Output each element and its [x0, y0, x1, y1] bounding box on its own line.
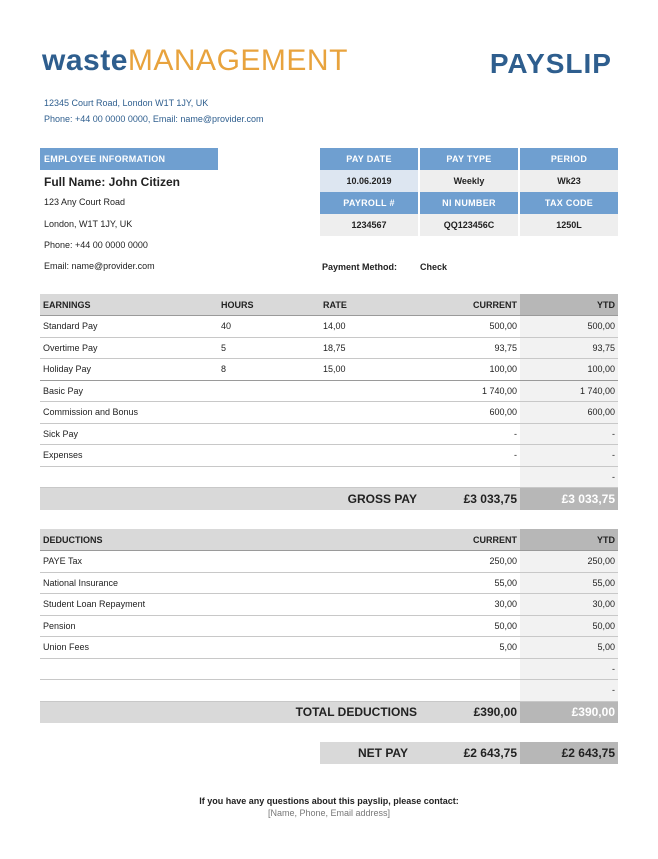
earning-rate: 14,00: [320, 316, 420, 338]
gross-pay-current: £3 033,75: [420, 488, 520, 510]
earnings-table: [40, 294, 618, 510]
gross-pay-spacer: [40, 488, 218, 510]
footer-contact-details: [Name, Phone, Email address]: [267, 808, 391, 818]
table-row: [40, 466, 618, 488]
earnings-header-row: [40, 294, 618, 316]
total-deductions-row: [40, 701, 618, 723]
deduction-name: [40, 680, 420, 702]
earnings-col-name: EARNINGS: [40, 294, 218, 316]
table-row: [40, 337, 618, 359]
earning-ytd: 100,00: [520, 359, 618, 381]
deduction-ytd: -: [520, 680, 618, 702]
earning-hours: [218, 423, 320, 445]
table-row: [40, 572, 618, 594]
earning-current: [420, 466, 520, 488]
total-deductions-label: TOTAL DEDUCTIONS: [40, 701, 420, 723]
gross-pay-spacer: [218, 488, 320, 510]
deduction-ytd: 5,00: [520, 637, 618, 659]
table-row: [40, 637, 618, 659]
employee-address-2: London, W1T 1JY, UK: [44, 219, 133, 229]
earning-rate: 15,00: [320, 359, 420, 381]
earning-current: -: [420, 423, 520, 445]
earning-hours: 40: [218, 316, 320, 338]
payment-method-label: Payment Method:: [322, 262, 398, 272]
earning-name: Overtime Pay: [40, 337, 218, 359]
table-row: [40, 316, 618, 338]
deduction-name: Pension: [40, 615, 420, 637]
table-row: [40, 423, 618, 445]
earning-name: Standard Pay: [40, 316, 218, 338]
pay-date-value: 10.06.2019: [320, 170, 418, 192]
table-row: [40, 402, 618, 424]
table-row: [40, 445, 618, 467]
deduction-current: 5,00: [420, 637, 520, 659]
deduction-name: Union Fees: [40, 637, 420, 659]
table-row: [40, 658, 618, 680]
earning-ytd: 93,75: [520, 337, 618, 359]
table-row: [40, 680, 618, 702]
earning-name: Sick Pay: [40, 423, 218, 445]
deduction-ytd: 50,00: [520, 615, 618, 637]
earning-name: Holiday Pay: [40, 359, 218, 381]
earning-ytd: -: [520, 423, 618, 445]
table-row: [40, 594, 618, 616]
gross-pay-row: [40, 488, 618, 510]
pay-type-value: Weekly: [420, 170, 518, 192]
employee-info-header: EMPLOYEE INFORMATION: [40, 148, 218, 170]
employee-phone: Phone: +44 00 0000 0000: [44, 240, 148, 250]
total-deductions-ytd: £390,00: [520, 701, 618, 723]
deduction-current: 250,00: [420, 551, 520, 573]
earning-hours: 8: [218, 359, 320, 381]
period-value: Wk23: [520, 170, 618, 192]
table-row: [40, 380, 618, 402]
deduction-current: 55,00: [420, 572, 520, 594]
table-row: [40, 615, 618, 637]
deduction-name: National Insurance: [40, 572, 420, 594]
deductions-table: [40, 529, 618, 723]
earning-current: 93,75: [420, 337, 520, 359]
net-pay-current: £2 643,75: [420, 742, 520, 764]
deduction-current: [420, 680, 520, 702]
earning-current: 600,00: [420, 402, 520, 424]
earning-current: 1 740,00: [420, 380, 520, 402]
net-pay-label: NET PAY: [320, 742, 420, 764]
net-pay-row: [320, 742, 618, 764]
deductions-col-name: DEDUCTIONS: [40, 529, 420, 551]
tax-code-label: TAX CODE: [520, 192, 618, 214]
company-logo: [42, 44, 348, 78]
total-deductions-current: £390,00: [420, 701, 520, 723]
footer-contact-note: If you have any questions about this payslip, please contact:: [199, 796, 459, 806]
company-contact: Phone: +44 00 0000 0000, Email: name@provider.com: [44, 114, 264, 124]
earnings-col-current: CURRENT: [420, 294, 520, 316]
earning-name: Commission and Bonus: [40, 402, 218, 424]
earning-ytd: 600,00: [520, 402, 618, 424]
earning-hours: [218, 466, 320, 488]
payment-method-value: Check: [420, 262, 448, 272]
table-row: [40, 359, 618, 381]
logo-text-waste: waste: [42, 44, 128, 77]
earning-name: Expenses: [40, 445, 218, 467]
payroll-value: 1234567: [320, 214, 418, 236]
deductions-col-current: CURRENT: [420, 529, 520, 551]
earning-rate: [320, 445, 420, 467]
earnings-col-rate: RATE: [320, 294, 420, 316]
earning-current: 500,00: [420, 316, 520, 338]
employee-email: Email: name@provider.com: [44, 261, 155, 271]
earning-rate: [320, 380, 420, 402]
deduction-ytd: -: [520, 658, 618, 680]
company-address: 12345 Court Road, London W1T 1JY, UK: [44, 98, 209, 108]
earning-hours: [218, 402, 320, 424]
employee-address-1: 123 Any Court Road: [44, 197, 126, 207]
tax-code-value: 1250L: [520, 214, 618, 236]
earning-ytd: 500,00: [520, 316, 618, 338]
gross-pay-ytd: £3 033,75: [520, 488, 618, 510]
deductions-col-ytd: YTD: [520, 529, 618, 551]
earning-hours: [218, 445, 320, 467]
earning-rate: [320, 423, 420, 445]
earning-rate: [320, 466, 420, 488]
earning-current: -: [420, 445, 520, 467]
deduction-current: [420, 658, 520, 680]
deduction-ytd: 250,00: [520, 551, 618, 573]
deduction-ytd: 55,00: [520, 572, 618, 594]
ni-number-value: QQ123456C: [420, 214, 518, 236]
payroll-label: PAYROLL #: [320, 192, 418, 214]
earning-name: Basic Pay: [40, 380, 218, 402]
pay-info-grid: [320, 148, 618, 236]
deduction-ytd: 30,00: [520, 594, 618, 616]
deduction-name: Student Loan Repayment: [40, 594, 420, 616]
earnings-col-hours: HOURS: [218, 294, 320, 316]
period-label: PERIOD: [520, 148, 618, 170]
deduction-name: PAYE Tax: [40, 551, 420, 573]
pay-date-label: PAY DATE: [320, 148, 418, 170]
earnings-col-ytd: YTD: [520, 294, 618, 316]
gross-pay-label: GROSS PAY: [320, 488, 420, 510]
deduction-current: 50,00: [420, 615, 520, 637]
table-row: [40, 551, 618, 573]
employee-name: Full Name: John Citizen: [44, 175, 181, 189]
earning-ytd: 1 740,00: [520, 380, 618, 402]
earning-rate: [320, 402, 420, 424]
earning-rate: 18,75: [320, 337, 420, 359]
earning-current: 100,00: [420, 359, 520, 381]
deduction-current: 30,00: [420, 594, 520, 616]
earning-ytd: -: [520, 466, 618, 488]
pay-type-label: PAY TYPE: [420, 148, 518, 170]
page-title: PAYSLIP: [489, 48, 612, 79]
earning-hours: 5: [218, 337, 320, 359]
earning-name: [40, 466, 218, 488]
earning-ytd: -: [520, 445, 618, 467]
logo-text-management: MANAGEMENT: [127, 44, 348, 77]
deductions-header-row: [40, 529, 618, 551]
deduction-name: [40, 658, 420, 680]
ni-number-label: NI NUMBER: [420, 192, 518, 214]
net-pay-ytd: £2 643,75: [520, 742, 618, 764]
earning-hours: [218, 380, 320, 402]
